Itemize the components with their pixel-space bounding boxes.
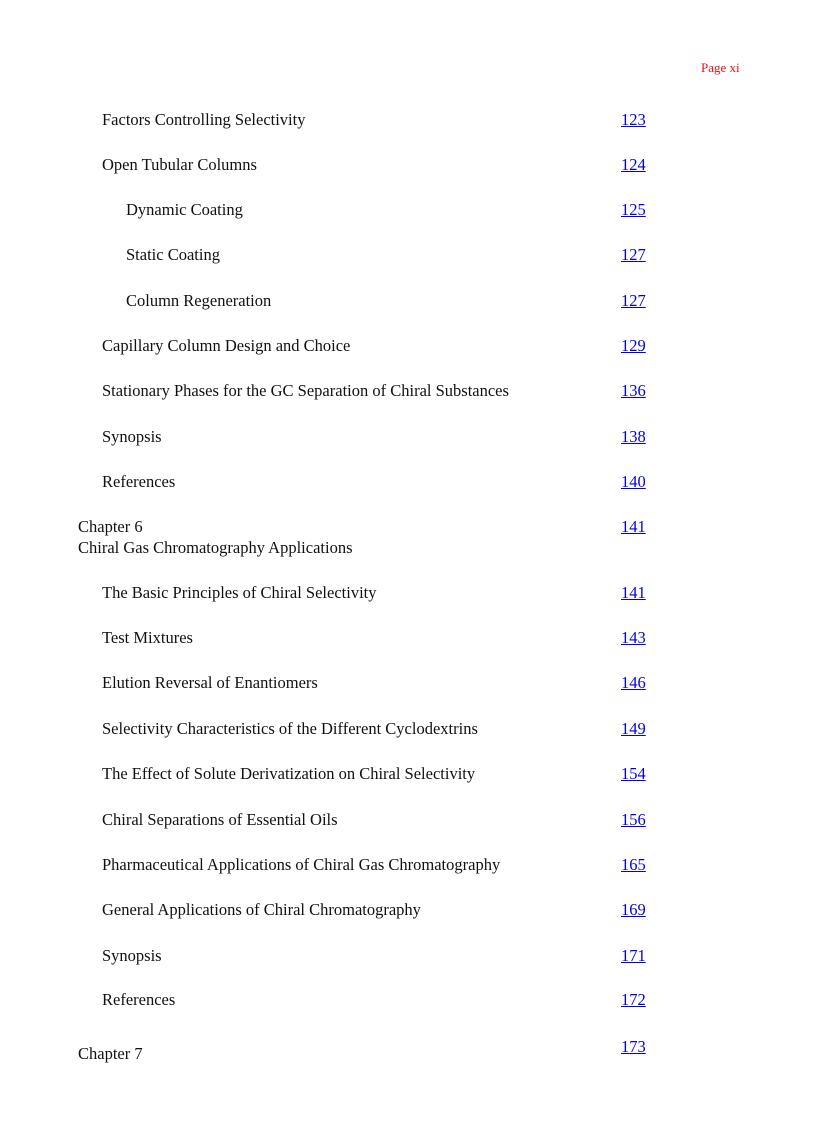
toc-page-link[interactable]: 172 [621, 990, 646, 1009]
toc-entry-title: The Effect of Solute Derivatization on Chiral Selectivity [102, 764, 476, 783]
toc-entry-title: References [102, 990, 176, 1009]
toc-page-link[interactable]: 138 [621, 427, 646, 446]
toc-page-link[interactable]: 140 [621, 472, 646, 491]
toc-entry [0, 946, 816, 970]
toc-page-link[interactable]: 143 [621, 628, 646, 647]
toc-page-link[interactable]: 123 [621, 110, 646, 129]
toc-page-link[interactable]: 165 [621, 855, 646, 874]
toc-page-link[interactable]: 124 [621, 155, 646, 174]
toc-entry [0, 155, 816, 179]
toc-page-link[interactable]: 173 [621, 1037, 646, 1056]
toc-entry-title: References [102, 472, 176, 491]
toc-entry-title: Dynamic Coating [126, 200, 243, 219]
toc-page-link[interactable]: 141 [621, 583, 646, 602]
toc-entry-title: Pharmaceutical Applications of Chiral Gas Chromatography [102, 855, 501, 874]
toc-page-link[interactable]: 156 [621, 810, 646, 829]
toc-entry-title: Factors Controlling Selectivity [102, 110, 306, 129]
toc-entry [0, 427, 816, 451]
chapter-number: Chapter 7 [78, 1044, 143, 1063]
toc-entry [0, 628, 816, 652]
toc-page-link[interactable]: 125 [621, 200, 646, 219]
toc-entry-title: Test Mixtures [102, 628, 193, 647]
toc-entry-title: Open Tubular Columns [102, 155, 257, 174]
toc-entry [0, 583, 816, 607]
toc-page-link[interactable]: 127 [621, 245, 646, 264]
toc-entry [0, 381, 816, 405]
toc-entry-title: Chiral Separations of Essential Oils [102, 810, 338, 829]
toc-page-link[interactable]: 136 [621, 381, 646, 400]
toc-entry [0, 291, 816, 315]
chapter-title: Chiral Gas Chromatography Applications [78, 538, 353, 557]
toc-entry [0, 810, 816, 834]
toc-entry-title: Elution Reversal of Enantiomers [102, 673, 318, 692]
toc-entry [0, 900, 816, 924]
toc-entry-title: Capillary Column Design and Choice [102, 336, 351, 355]
toc-entry [0, 200, 816, 224]
toc-page-link[interactable]: 129 [621, 336, 646, 355]
toc-entry [0, 719, 816, 743]
page-label: Page xi [701, 60, 740, 75]
toc-entry-title: Selectivity Characteristics of the Different Cyclodextrins [102, 719, 478, 738]
toc-entry [0, 472, 816, 496]
toc-entry-title: Synopsis [102, 427, 162, 446]
toc-page-link[interactable]: 154 [621, 764, 646, 783]
toc-entry [0, 110, 816, 134]
toc-entry [0, 764, 816, 788]
toc-entry-title: The Basic Principles of Chiral Selectivity [102, 583, 377, 602]
toc-page-link[interactable]: 127 [621, 291, 646, 310]
toc-chapter-entry [0, 517, 816, 563]
toc-page-link[interactable]: 169 [621, 900, 646, 919]
toc-entry [0, 336, 816, 360]
toc-entry-title: Column Regeneration [126, 291, 272, 310]
toc-page-link[interactable]: 146 [621, 673, 646, 692]
chapter-number: Chapter 6 [78, 517, 143, 536]
toc-entry [0, 990, 816, 1014]
toc-entry-title: General Applications of Chiral Chromatography [102, 900, 421, 919]
toc-entry-title: Stationary Phases for the GC Separation of Chiral Substances [102, 381, 509, 400]
toc-entry-title: Static Coating [126, 245, 220, 264]
toc-page-link[interactable]: 141 [621, 517, 646, 536]
toc-page-link[interactable]: 171 [621, 946, 646, 965]
toc-page-link[interactable]: 149 [621, 719, 646, 738]
toc-entry [0, 855, 816, 879]
toc-chapter-entry [0, 1037, 816, 1071]
toc-entry [0, 245, 816, 269]
toc-entry-title: Synopsis [102, 946, 162, 965]
toc-entry [0, 673, 816, 697]
